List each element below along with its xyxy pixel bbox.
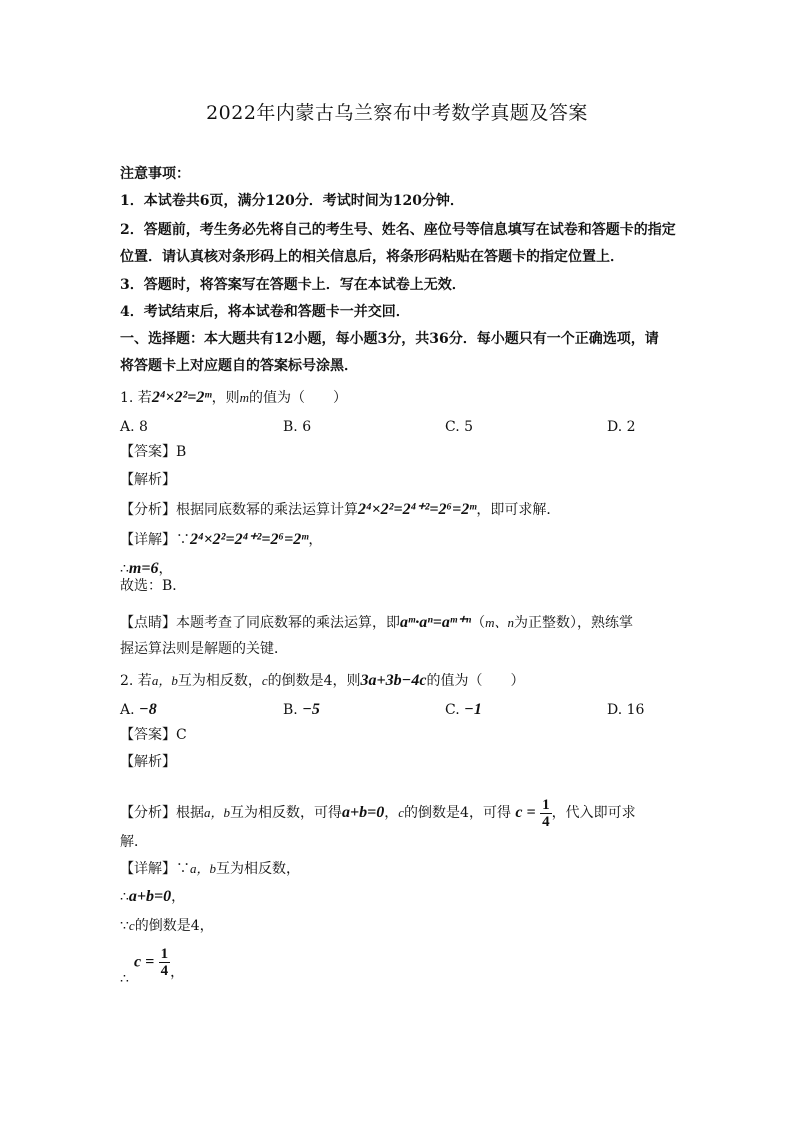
therefore-line: ∴m=6， bbox=[120, 560, 173, 577]
option-b: B. 6 bbox=[283, 419, 312, 435]
math-expression: 3a+3b−4c bbox=[360, 672, 427, 689]
question-2-stem: 2. 若a，b互为相反数，c的倒数是4，则3a+3b−4c的值为（ ） bbox=[120, 672, 525, 689]
therefore-line: ∴a+b=0， bbox=[120, 888, 186, 905]
notice-line: 1．本试卷共6页，满分120分．考试时间为120分钟． bbox=[120, 193, 464, 209]
analysis-text: 解． bbox=[120, 834, 148, 850]
math-expression: 2⁴×2²=2⁴⁺²=2⁶=2ᵐ bbox=[190, 531, 309, 548]
notice-line: 2．答题前，考生务必先将自己的考生号、姓名、座位号等信息填写在试卷和答题卡的指定 bbox=[120, 222, 676, 238]
notice-line: 位置．请认真核对条形码上的相关信息后，将条形码粘贴在答题卡的指定位置上． bbox=[120, 249, 624, 265]
option-a: A. −8 bbox=[120, 701, 157, 718]
math-expression: m=6 bbox=[128, 560, 159, 577]
math-expression: a+b=0 bbox=[342, 804, 385, 821]
option-c: C. −1 bbox=[445, 701, 482, 718]
analysis-label: 【解析】 bbox=[120, 472, 176, 488]
section-heading: 将答题卡上对应题自的答案标号涂黑． bbox=[120, 358, 358, 374]
section-heading: 一、选择题：本大题共有12小题，每小题3分，共36分．每小题只有一个正确选项，请 bbox=[120, 331, 659, 347]
option-b: B. −5 bbox=[283, 701, 320, 718]
question-1-stem: 1. 若2⁴×2²=2ᵐ，则m的值为（ ） bbox=[120, 389, 348, 406]
notice-heading: 注意事项： bbox=[120, 166, 190, 182]
answer-label: 【答案】C bbox=[120, 727, 187, 743]
analysis-label: 【解析】 bbox=[120, 754, 176, 770]
analysis-text: 【分析】根据同底数幂的乘法运算计算2⁴×2²=2⁴⁺²=2⁶=2ᵐ，即可求解． bbox=[120, 501, 561, 518]
comment-text: 【点睛】本题考查了同底数幂的乘法运算，即aᵐ·aⁿ=aᵐ⁺ⁿ（m、n为正整数），熟练掌 bbox=[120, 614, 634, 631]
notice-line: 3．答题时，将答案写在答题卡上．写在本试卷上无效． bbox=[120, 277, 466, 293]
option-c: C. 5 bbox=[445, 419, 474, 435]
detail-text: 【详解】∵2⁴×2²=2⁴⁺²=2⁶=2ᵐ， bbox=[120, 531, 323, 548]
equation-line: c = $\frac{1}{4}$ ， bbox=[134, 946, 185, 981]
option-d: D. 16 bbox=[607, 702, 645, 718]
math-expression: aᵐ·aⁿ=aᵐ⁺ⁿ bbox=[400, 614, 472, 631]
detail-text: 【详解】∵a，b互为相反数， bbox=[120, 861, 301, 877]
document-title: 2022年内蒙古乌兰察布中考数学真题及答案 bbox=[206, 102, 588, 124]
analysis-text: 【分析】根据a，b互为相反数，可得a+b=0，c的倒数是4，可得 c = $\frac{1}{4}$ ，代入即可求 bbox=[120, 796, 636, 830]
math-expression: 2⁴×2²=2⁴⁺²=2⁶=2ᵐ bbox=[358, 501, 477, 518]
fraction: $\frac{1}{4}$ bbox=[542, 796, 550, 830]
notice-line: 4．考试结束后，将本试卷和答题卡一并交回． bbox=[120, 304, 410, 320]
answer-label: 【答案】B bbox=[120, 444, 187, 460]
option-a: A. 8 bbox=[120, 419, 148, 435]
fraction: $\frac{1}{4}$ bbox=[160, 946, 169, 979]
because-line: ∵c的倒数是4， bbox=[120, 918, 214, 934]
option-d: D. 2 bbox=[607, 419, 636, 435]
choice-line: 故选：B． bbox=[120, 578, 187, 594]
comment-text: 握运算法则是解题的关键． bbox=[120, 641, 288, 657]
therefore-symbol: ∴ bbox=[120, 971, 129, 987]
math-expression: 2⁴×2²=2ᵐ bbox=[151, 389, 212, 406]
math-expression: a+b=0 bbox=[128, 888, 172, 905]
